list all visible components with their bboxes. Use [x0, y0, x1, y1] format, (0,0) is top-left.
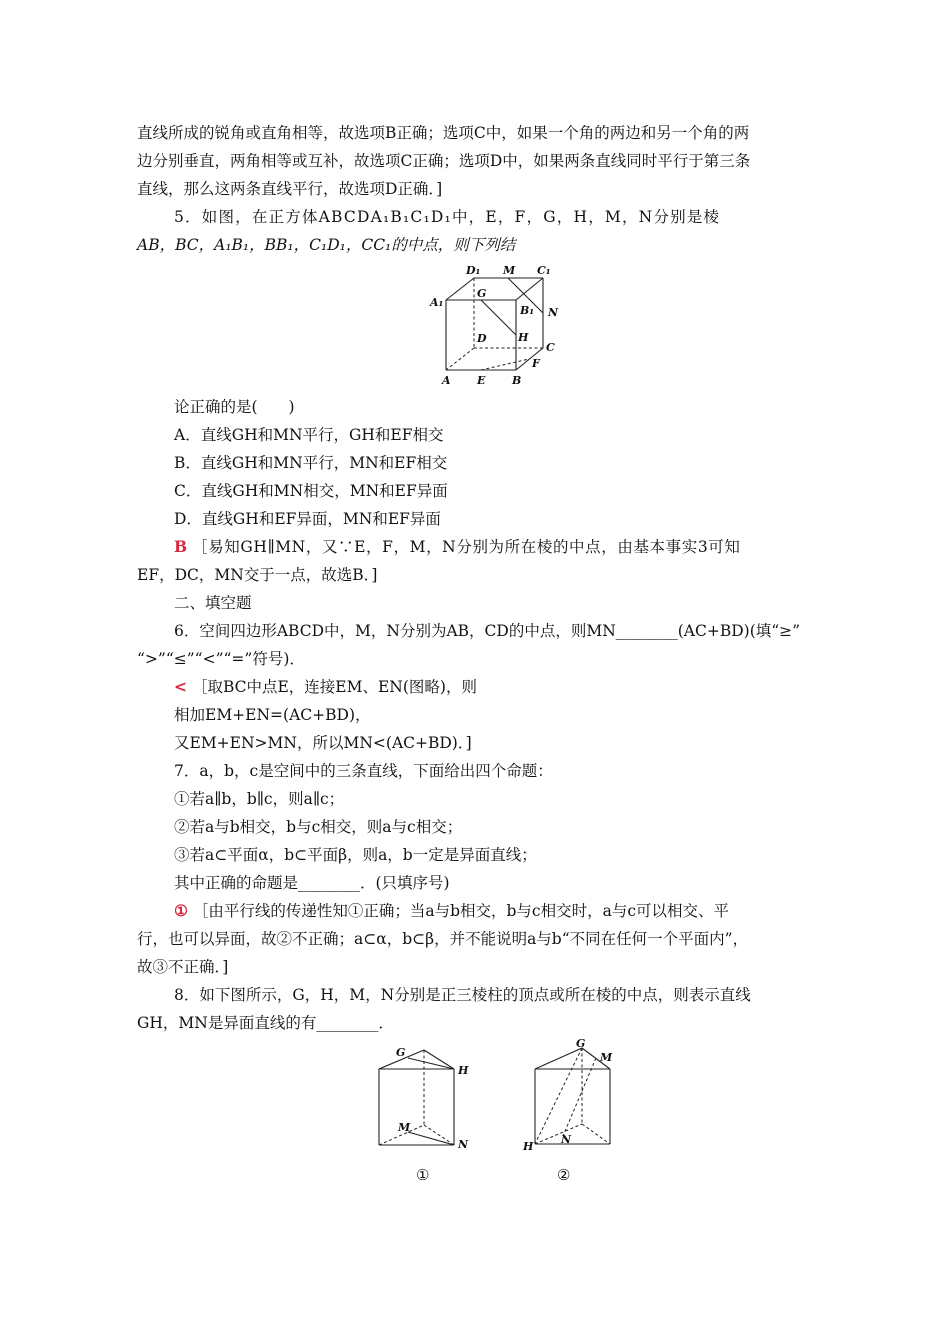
fig-label-B1: B₁	[520, 304, 535, 317]
q7-proposition-3: ③若a⊂平面α，b⊂平面β，则a，b一定是异面直线；	[174, 846, 537, 864]
q7-stem: 7．a，b，c是空间中的三条直线，下面给出四个命题：	[174, 762, 553, 780]
q5-answer: B	[174, 537, 188, 556]
q5-option-d: D．直线GH和EF异面，MN和EF异面	[174, 510, 441, 528]
fig-label-A1: A₁	[430, 296, 444, 309]
q8-stem-line-1: 8．如下图所示，G，H，M，N分别是正三棱柱的顶点或所在棱的中点，则表示直线	[174, 986, 751, 1004]
q4-tail-line-1: 直线所成的锐角或直角相等，故选项B正确；选项C中，如果一个角的两边和另一个角的两	[137, 124, 750, 142]
q5-stem-line-1: 5．如图，在正方体ABCDA₁B₁C₁D₁中，E，F，G，H，M，N分别是棱	[174, 208, 721, 226]
q7-explanation-line-1	[174, 901, 729, 921]
prism-figure-1	[370, 1045, 480, 1190]
fig-label-C1: C₁	[537, 264, 551, 277]
fig-label-E: E	[477, 374, 486, 387]
fig1-label-G: G	[396, 1046, 406, 1059]
fig-label-H: H	[518, 331, 529, 344]
cube-figure	[428, 262, 568, 388]
fig1-caption: ①	[416, 1166, 430, 1184]
section-heading: 二、填空题	[174, 594, 252, 612]
q7-answer: ①	[174, 901, 188, 920]
q6-stem-line-2: “>”“≤”“<”“=”符号)．	[137, 650, 305, 668]
fig1-label-N: N	[458, 1138, 469, 1151]
fig2-label-G: G	[576, 1038, 586, 1050]
q6-explanation-line-2: 相加EM+EN=(AC+BD)，	[174, 706, 371, 724]
q5-option-a: A．直线GH和MN平行，GH和EF相交	[174, 426, 444, 444]
q6-explanation-line-3: 又EM+EN>MN，所以MN<(AC+BD)．]	[174, 734, 472, 752]
q8-stem-line-2: GH，MN是异面直线的有________．	[137, 1014, 394, 1032]
q6-explanation-text: ［取BC中点E，连接EM、EN(图略)，则	[191, 678, 477, 696]
fig2-label-H: H	[523, 1140, 534, 1153]
q5-explanation-line-1	[174, 537, 741, 557]
q7-explanation-text: ［由平行线的传递性知①正确；当a与b相交，b与c相交时，a与c可以相交、平	[192, 902, 730, 920]
q4-tail-line-3: 直线，那么这两条直线平行，故选项D正确．]	[137, 180, 443, 198]
q6-stem-line-1: 6．空间四边形ABCD中，M，N分别为AB，CD的中点，则MN________(AC+BD)(填“≥”	[174, 622, 801, 640]
q7-question: 其中正确的命题是________．(只填序号)	[174, 874, 450, 892]
fig2-label-N: N	[561, 1133, 572, 1146]
q5-option-b: B．直线GH和MN平行，MN和EF相交	[174, 454, 448, 472]
fig1-label-H: H	[458, 1064, 469, 1077]
q6-answer: <	[174, 677, 187, 696]
fig-label-N: N	[548, 306, 559, 319]
q7-proposition-1: ①若a∥b，b∥c，则a∥c；	[174, 790, 345, 808]
fig-label-G: G	[477, 287, 487, 300]
fig2-caption: ②	[557, 1166, 571, 1184]
q6-explanation-line-1	[174, 677, 477, 697]
q5-stem-line-2: AB，BC，A₁B₁，BB₁，C₁D₁，CC₁的中点，则下列结	[137, 236, 516, 254]
q5-explanation-text: ［易知GH∥MN，又∵E，F，M，N分别为所在棱的中点，由基本事实3可知	[192, 538, 741, 556]
fig-label-C: C	[546, 341, 555, 354]
q7-explanation-line-2: 行，也可以异面，故②不正确；a⊂α，b⊂β，并不能说明a与b“不同在任何一个平面内”，	[137, 930, 749, 948]
q5-stem-line-3: 论正确的是( )	[174, 398, 295, 416]
q7-proposition-2: ②若a与b相交，b与c相交，则a与c相交；	[174, 818, 463, 836]
q5-explanation-line-2: EF，DC，MN交于一点，故选B．]	[137, 566, 378, 584]
fig-label-M: M	[503, 264, 516, 277]
q7-explanation-line-3: 故③不正确．]	[137, 958, 229, 976]
fig-label-D: D	[477, 332, 487, 345]
fig1-label-M: M	[398, 1121, 411, 1134]
fig-label-A: A	[442, 374, 451, 387]
fig-label-B: B	[512, 374, 522, 387]
fig-label-D1: D₁	[466, 264, 481, 277]
fig-label-F: F	[532, 357, 540, 370]
fig2-label-M: M	[600, 1051, 613, 1064]
q4-tail-line-2: 边分别垂直，两角相等或互补，故选项C正确；选项D中，如果两条直线同时平行于第三条	[137, 152, 751, 170]
q5-option-c: C．直线GH和MN相交，MN和EF异面	[174, 482, 448, 500]
prism-figure-2	[520, 1038, 620, 1190]
